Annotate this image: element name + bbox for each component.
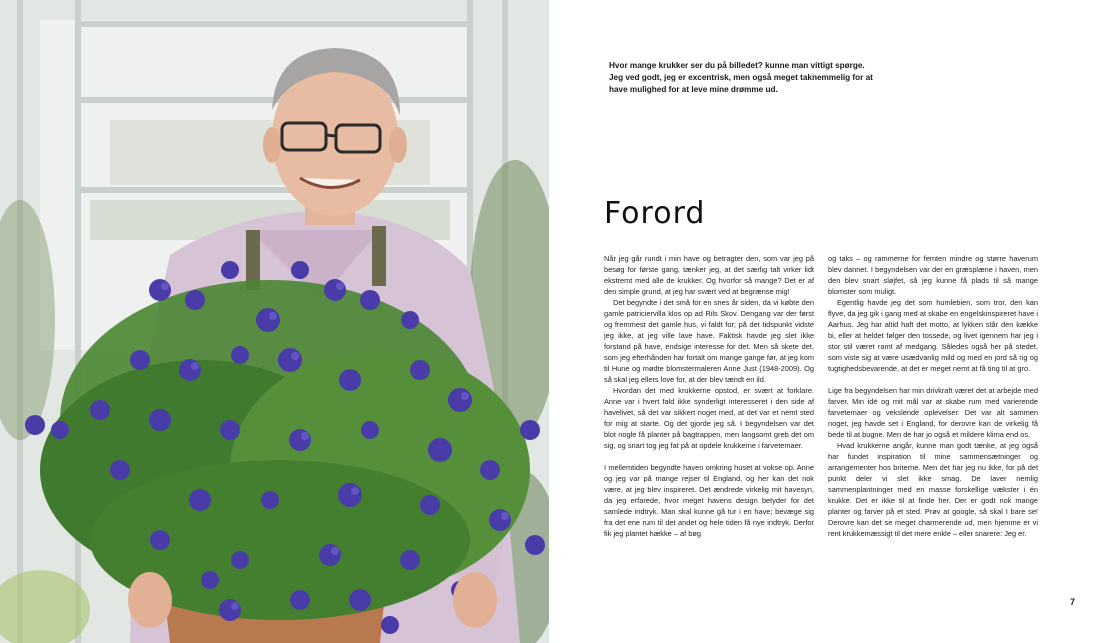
page-number: 7: [1070, 597, 1076, 607]
text-page: [549, 0, 1100, 643]
paragraph: og taks – og rammerne for femten mindre og større haverum blev dannet. I begyndelsen var der en græsplæne i haven, men den blev snart sløjfet, så jeg kunne få plads til så mange blomster som muligt.: [828, 254, 1038, 296]
paragraph: Hvordan det med krukkerne opstod, er svært at forklare. Anne var i hvert fald ikke synderligt interesseret i den side af havelivet, så det var sikkert noget med, at det var et nemt sted for mig at starte. Og det gjorde jeg så. I begyndelsen var det blot nogle få planter på bagtrappen, men langsomt greb det om sig, og snart tog jeg fat på at opdele krukkerne i farvetemaer.: [604, 386, 814, 450]
paragraph: Lige fra begyndelsen har min drivkraft været det at arbejde med farver. Min idé og mit mål var at skabe rum med varierende farvetemaer og vekslende oplevelser. Det var alt sammen noget, jeg havde set i England, for derovre kan de virkelig få bede til at bugne. Men de har jo også et mildere klima end os.: [828, 386, 1038, 439]
page-heading: Forord: [604, 196, 706, 231]
paragraph: Hvad krukkerne angår, kunne man godt tænke, at jeg også har fundet inspiration til mine sammensætninger og arrangementer hos briterne. Men det har jeg nu ikke, for på det punkt deler vi slet ikke smag. De laver nemlig sammenplantninger med en masse forskellige vækster i én krukke. Det er ikke til at finde her. Der er godt nok mange planter og farver på et sted. Prøv at google, så skal I bare se! Derovre kan det se meget charmerende ud, men hjemme er vi rent krukkemæssigt til det mere enkle – eller snarere: Jeg er.: [828, 441, 1038, 538]
photo-gardener-with-flowers: [0, 0, 549, 643]
intro-caption: Hvor mange krukker ser du på billedet? kunne man vittigt spørge. Jeg ved godt, jeg er excentrisk, men også meget taknemmelig for at have mulighed for at leve mine drømme ud.: [609, 61, 873, 94]
paragraph: Det begyndte i det små for en snes år siden, da vi købte den gamle patriciervilla klos op ad Rils Skov. Dengang var der først og fremmest det gamle hus, vi faldt for; på det tidspunkt vidste jeg ikke, at jeg ville lave have. Faktisk havde jeg slet ikke forstand på have, endsige interesse for det. Men så skete det, som jeg efterhånden har fortalt om mange gange før, at jeg kom til Hune og mødte blomstermaleren Anne Just (1948-2009). Og så skal jeg ellers love for, at der blev tændt en ild.: [604, 298, 814, 384]
photo-illustration: [0, 0, 549, 643]
text-column-right: [828, 253, 1038, 539]
paragraph: Når jeg går rundt i min have og betragter den, som var jeg på besøg for første gang, tænker jeg, at det særlig talt virker lidt ekstremt med alle de krukker. Og hvorfor så mange? Det er af den simple grund, at jeg har svært ved at begrænse mig!: [604, 254, 814, 296]
paragraph: Egentlig havde jeg det som humlebien, som tror, den kan flyve, da jeg gik i gang med at skabe en engelskinspireret have i Aarhus. Jeg har altid haft det motto, at lykken står den kække bi, eller at heldet følger den tossede, og livet igennem har jeg i stor stil været ramt af medgang. Således også her på stedet, som viste sig at være usædvanlig mild og med en jord så rig og tugtighedsbevarende, at det er meget nemt at få ting til at gro.: [828, 298, 1038, 373]
paragraph: I mellemtiden begyndte haven omkring huset at vokse op. Anne og jeg var på mange rejser til England, og her kan det nok være, at jeg blev inspireret. Det ændrede virkelig mit havesyn, da jeg erfarede, hvor meget havens design betyder for det samlede indtryk. Man skal kunne gå tur i en have; bevæge sig fra det ene rum til det andet og hele tiden få nye indtryk. Derfor fik jeg plantet hække – af bøg: [604, 463, 814, 538]
text-column-left: [604, 253, 814, 539]
